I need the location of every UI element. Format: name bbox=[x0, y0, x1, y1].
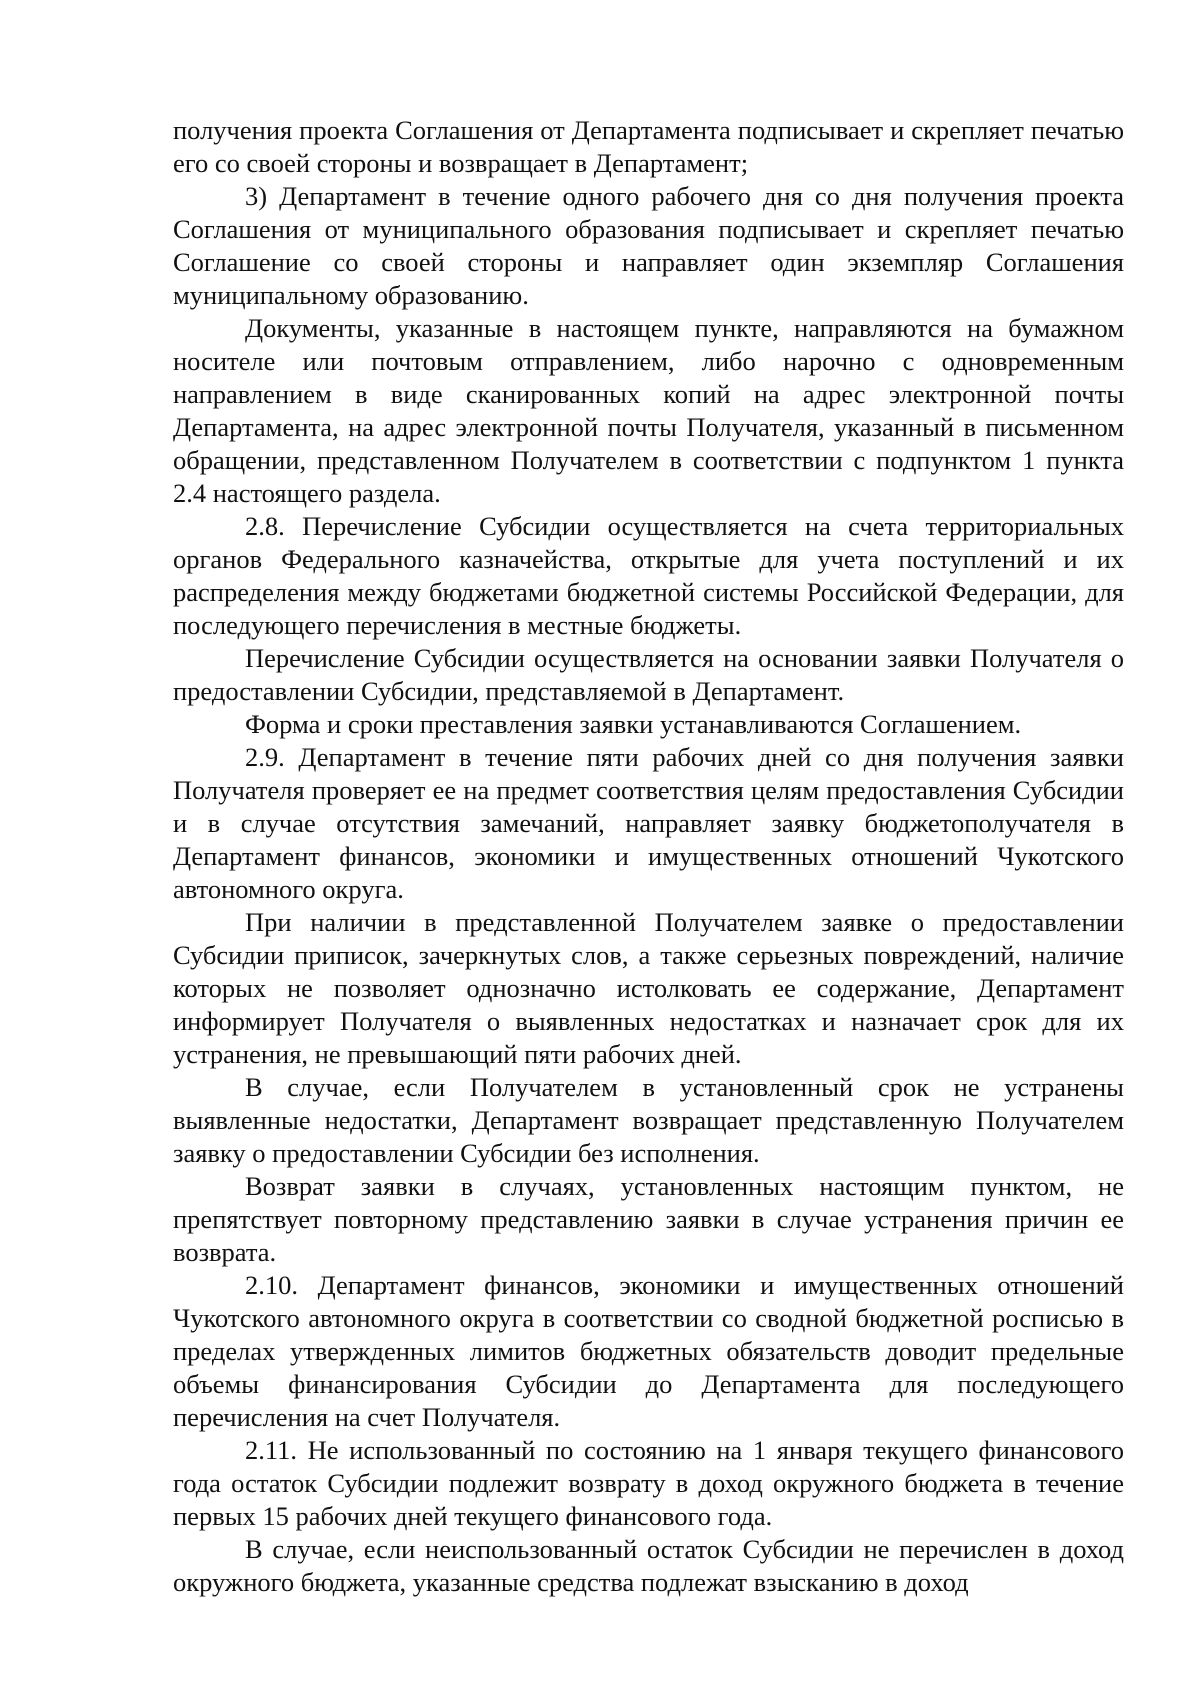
paragraph-2-8: 2.8. Перечисление Субсидии осуществляется на счета территориальных органов Федерального казначейства, открытые для учета поступлений и их распределения между бюджетами бюджетной системы Российской Федерации, для последующего перечисления в местные бюджеты. bbox=[173, 511, 1124, 640]
paragraph-continuation: получения проекта Соглашения от Департамента подписывает и скрепляет печатью его со своей стороны и возвращает в Департамент; bbox=[173, 115, 1124, 178]
paragraph-2-11: 2.11. Не использованный по состоянию на 1 января текущего финансового года остаток Субсидии подлежит возврату в доход окружного бюджета в течение первых 15 рабочих дней текущего финансового года. bbox=[173, 1435, 1124, 1531]
paragraph-application-form: Форма и сроки преставления заявки устанавливаются Соглашением. bbox=[245, 709, 1022, 739]
paragraph-2-10: 2.10. Департамент финансов, экономики и имущественных отношений Чукотского автономного округа в соответствии со сводной бюджетной росписью в пределах утвержденных лимитов бюджетных обязательств доводит предельные объемы финансирования Субсидии до Департамента для последующего перечисления на счет Получателя. bbox=[173, 1270, 1124, 1432]
paragraph-transfer-basis: Перечисление Субсидии осуществляется на основании заявки Получателя о предоставлении Субсидии, представляемой в Департамент. bbox=[173, 643, 1124, 706]
paragraph-recovery: В случае, если неиспользованный остаток Субсидии не перечислен в доход окружного бюджета, указанные средства подлежат взысканию в доход bbox=[173, 1534, 1124, 1597]
paragraph-return: В случае, если Получателем в установленный срок не устранены выявленные недостатки, Департамент возвращает представленную Получателем заявку о предоставлении Субсидии без исполнения. bbox=[173, 1072, 1124, 1168]
paragraph-defects: При наличии в представленной Получателем заявке о предоставлении Субсидии приписок, зачеркнутых слов, а также серьезных повреждений, наличие которых не позволяет однозначно истолковать ее содержание, Департамент информирует Получателя о выявленных недостатках и назначает срок для их устранения, не превышающий пяти рабочих дней. bbox=[173, 907, 1124, 1069]
document-page bbox=[173, 114, 1124, 1599]
paragraph-resubmission: Возврат заявки в случаях, установленных настоящим пунктом, не препятствует повторному представлению заявки в случае устранения причин ее возврата. bbox=[173, 1171, 1124, 1267]
paragraph-2-9: 2.9. Департамент в течение пяти рабочих дней со дня получения заявки Получателя проверяет ее на предмет соответствия целям предоставления Субсидии и в случае отсутствия замечаний, направляет заявку бюджетополучателя в Департамент финансов, экономики и имущественных отношений Чукотского автономного округа. bbox=[173, 742, 1124, 904]
paragraph-documents: Документы, указанные в настоящем пункте, направляются на бумажном носителе или почтовым отправлением, либо нарочно с одновременным направлением в виде сканированных копий на адрес электронной почты Департамента, на адрес электронной почты Получателя, указанный в письменном обращении, представленном Получателем в соответствии с подпунктом 1 пункта 2.4 настоящего раздела. bbox=[173, 313, 1124, 508]
paragraph-item-3: 3) Департамент в течение одного рабочего дня со дня получения проекта Соглашения от муниципального образования подписывает и скрепляет печатью Соглашение со своей стороны и направляет один экземпляр Соглашения муниципальному образованию. bbox=[173, 181, 1124, 310]
